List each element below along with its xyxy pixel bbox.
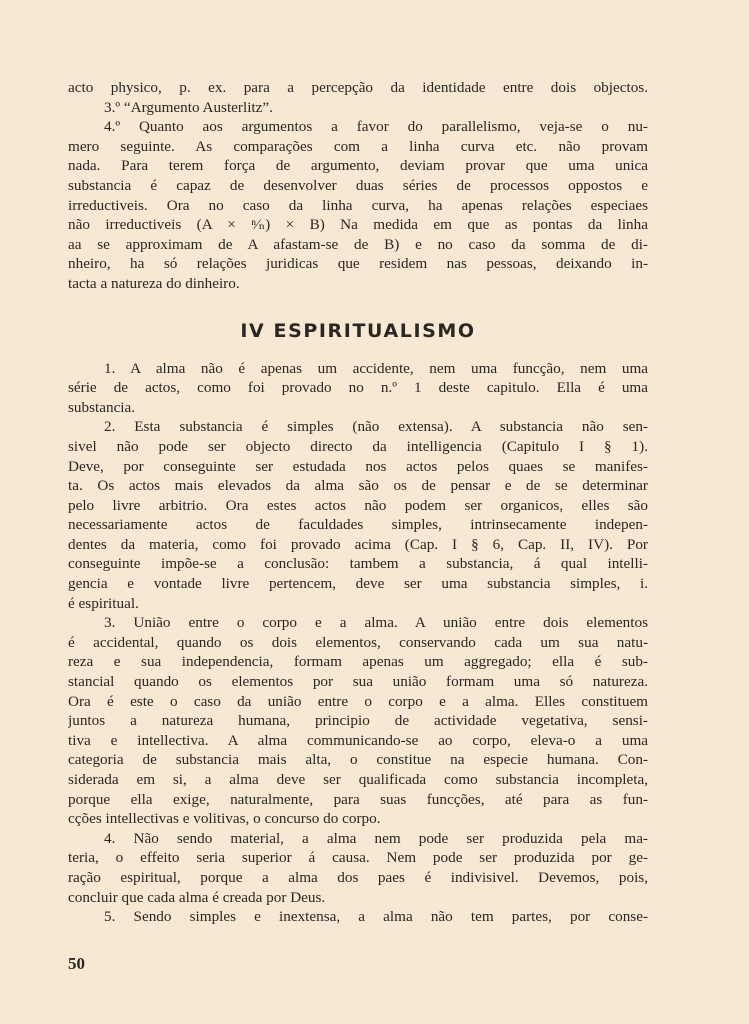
text-line: gencia e vontade livre pertencem, deve ser uma substancia simples, i. <box>68 575 648 593</box>
section-heading: IV ESPIRITUALISMO <box>240 319 476 342</box>
intro-text <box>68 78 648 294</box>
text-line: 5. Sendo simples e inextensa, a alma não tem partes, por conse- <box>104 908 648 926</box>
text-line: irreductiveis. Ora no caso da linha curva, ha apenas relações especiaes <box>68 196 648 214</box>
text-line: nada. Para terem força de argumento, deviam provar que uma unica <box>68 157 648 175</box>
text-line: mero seguinte. As comparações com a linha curva etc. não provam <box>68 137 648 155</box>
text-line: conseguinte impõe-se a conclusão: tambem a substancia, á qual intelli- <box>68 555 648 573</box>
document-page <box>68 78 648 927</box>
text-line: 4. Não sendo material, a alma nem pode ser produzida pela ma- <box>104 829 648 847</box>
text-line: cções intellectivas e volitivas, o concurso do corpo. <box>68 810 381 828</box>
text-line: 4.º Quanto aos argumentos a favor do parallelismo, veja-se o nu- <box>104 118 648 136</box>
body-text <box>68 359 648 927</box>
text-line: stancial quando os elementos por sua união formam uma só natureza. <box>68 673 648 691</box>
text-line: 3.º “Argumento Austerlitz”. <box>104 98 273 116</box>
text-line: tacta a natureza do dinheiro. <box>68 274 240 292</box>
text-line: é accidental, quando os dois elementos, conservando cada um sua natu- <box>68 633 648 651</box>
text-line: categoria de substancia mais alta, o constitue na especie humana. Con- <box>68 751 648 769</box>
text-line: ta. Os actos mais elevados da alma são os de pensar e de se determinar <box>68 477 648 495</box>
page-number: 50 <box>68 954 85 973</box>
text-line: Deve, por conseguinte ser estudada nos actos pelos quaes se manifes- <box>68 457 648 475</box>
text-line: concluir que cada alma é creada por Deus. <box>68 888 326 906</box>
text-line: é espiritual. <box>68 594 139 612</box>
text-line: aa se approximam de A afastam-se de B) e no caso da somma de di- <box>68 235 648 253</box>
text-line: Ora é este o caso da união entre o corpo e a alma. Elles constituem <box>68 692 648 710</box>
text-line: juntos a natureza humana, principio de actividade vegetativa, sensi- <box>68 712 648 730</box>
text-line: substancia é capaz de desenvolver duas séries de processos oppostos e <box>68 176 648 194</box>
text-line: siderada em si, a alma deve ser qualificada como substancia incompleta, <box>68 771 648 788</box>
text-line: série de actos, como foi provado no n.º 1 deste capitulo. Ella é uma <box>68 379 648 397</box>
text-line: 2. Esta substancia é simples (não extensa). A substancia não sen- <box>104 418 648 436</box>
text-line: reza e sua independencia, formam apenas um aggregado; ella é sub- <box>68 653 648 671</box>
text-line: sivel não pode ser objecto directo da intelligencia (Capitulo I § 1). <box>68 437 648 455</box>
text-line: acto physico, p. ex. para a percepção da identidade entre dois objectos. <box>68 79 648 96</box>
text-line: ração espiritual, porque a alma dos paes é indivisivel. Devemos, pois, <box>68 868 648 886</box>
text-line: substancia. <box>68 398 136 416</box>
text-line: 3. União entre o corpo e a alma. A união entre dois elementos <box>104 614 648 632</box>
text-line: não irreductiveis (A × ⁿ⁄ₙ) × B) Na medida em que as pontas da linha <box>68 216 648 234</box>
text-line: tiva e intellectiva. A alma communicando-se ao corpo, eleva-o a uma <box>68 731 648 749</box>
text-line: 1. A alma não é apenas um accidente, nem uma funcção, nem uma <box>104 359 648 377</box>
text-line: necessariamente actos de faculdades simples, intrinsecamente indepen- <box>68 516 648 534</box>
text-line: teria, o effeito seria superior á causa. Nem pode ser produzida por ge- <box>68 849 648 867</box>
text-line: pelo livre arbitrio. Ora estes actos não podem ser organicos, elles são <box>68 496 648 514</box>
text-line: nheiro, ha só relações juridicas que residem nas pessoas, deixando in- <box>68 255 648 273</box>
text-line: porque ella exige, naturalmente, para suas funcções, até para as fun- <box>68 790 648 808</box>
text-line: dentes da materia, como foi provado acima (Cap. I § 6, Cap. II, IV). Por <box>68 535 648 553</box>
